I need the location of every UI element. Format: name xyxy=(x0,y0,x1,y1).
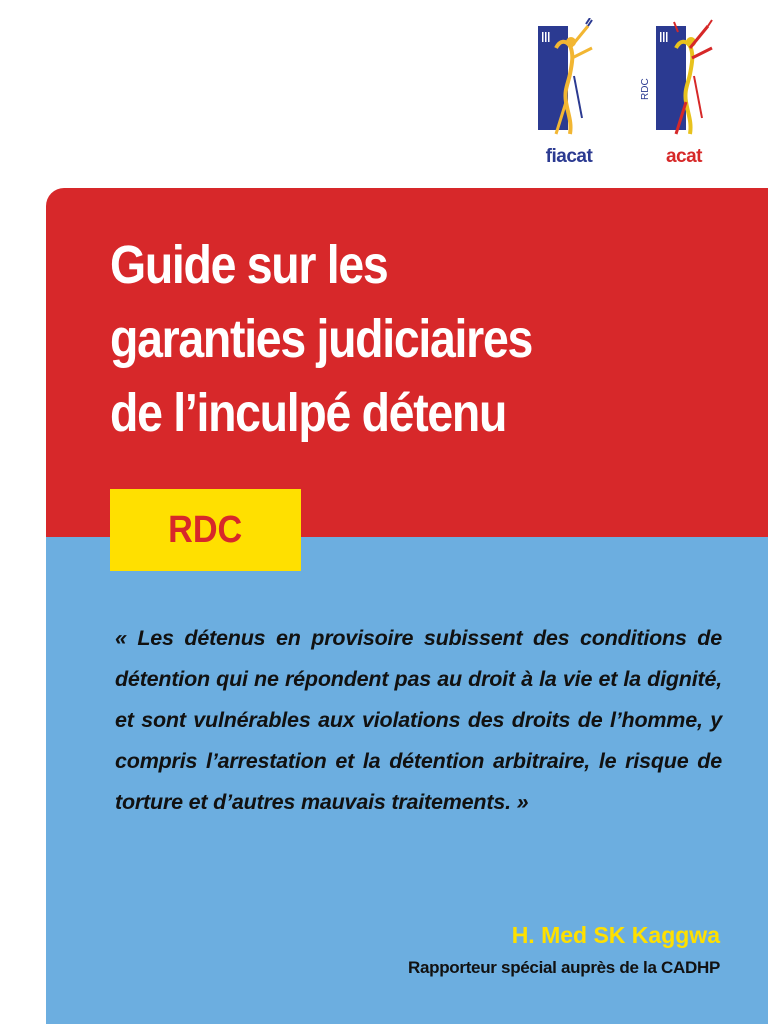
country-badge-label: RDC xyxy=(168,508,243,551)
fiacat-logo xyxy=(526,18,616,168)
quote-author-role: Rapporteur spécial auprès de la CADHP xyxy=(408,958,720,977)
title-line-3: de l’inculpé détenu xyxy=(110,383,507,443)
title-line-2: garanties judiciaires xyxy=(110,309,533,369)
fiacat-wordmark: fiacat xyxy=(545,146,593,167)
fiacat-figure-icon xyxy=(526,18,616,148)
acat-side-label: RDC xyxy=(640,78,651,100)
quote-text: « Les détenus en provisoire subissent des conditions de détention qui ne répondent pas au droit à la vie et la dignité, et sont vulnérables aux violations des droits de l’homme, y compris l’arrestation et la détention arbitraire, le risque de torture et d’autres mauvais traitements. » xyxy=(115,626,722,814)
page-title xyxy=(110,228,660,450)
country-badge xyxy=(110,489,301,571)
quote-author: H. Med SK Kaggwa xyxy=(511,922,720,948)
acat-logo xyxy=(636,18,726,168)
acat-wordmark: acat xyxy=(665,146,703,167)
title-line-1: Guide sur les xyxy=(110,235,388,295)
